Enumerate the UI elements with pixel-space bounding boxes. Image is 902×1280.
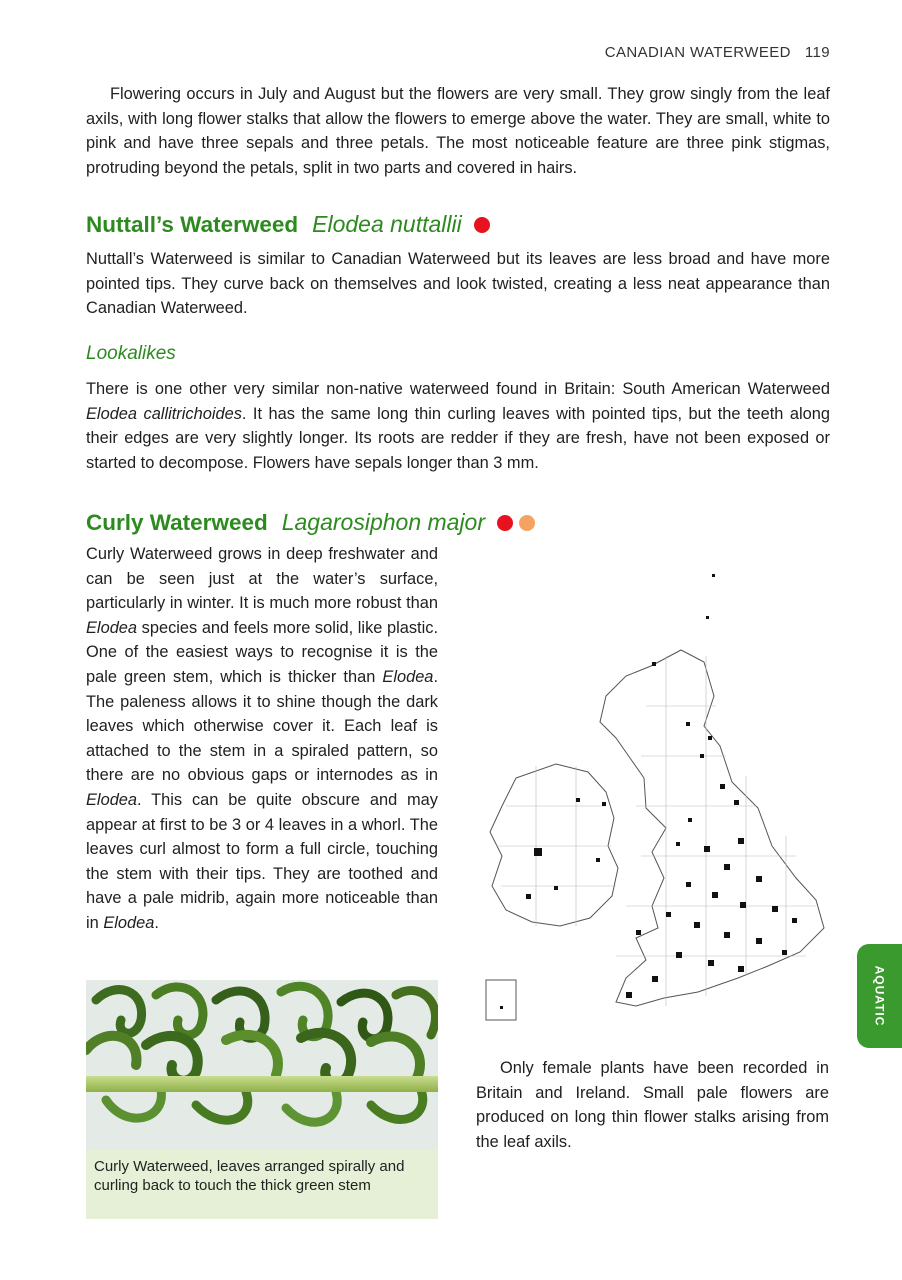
- page-number: 119: [804, 44, 830, 61]
- nuttall-heading: [86, 211, 490, 238]
- lookalikes-heading: Lookalikes: [86, 343, 176, 364]
- status-dot-orange-icon: [519, 515, 535, 531]
- curly-text-5: .: [154, 913, 159, 932]
- distribution-map-graphic: [476, 546, 842, 1032]
- nuttall-common-name: Nuttall’s Waterweed: [86, 211, 299, 237]
- curly-text-1: Curly Waterweed grows in deep freshwater and can be seen just at the water’s surface, particularly in winter. It is much more robust than: [86, 545, 438, 613]
- intro-paragraph: Flowering occurs in July and August but the flowers are very small. They grow singly from the leaf axils, with long flower stalks that allow the flowers to emerge above the water. They are small, white to pink and have three sepals and three petals. The most noticeable feature are three pink stigmas, protruding beyond the petals, split in two parts and covered in hairs.: [86, 85, 830, 177]
- curly-text-2: species and feels more solid, like plastic. One of the easiest ways to recognise it is the pale green stem, which is thicker than: [86, 618, 438, 686]
- running-head: [605, 44, 830, 61]
- curly-paragraph: [86, 542, 438, 936]
- elodea-italic: Elodea: [382, 667, 434, 686]
- curly-waterweed-photo: [86, 980, 438, 1150]
- plant-illustration: [86, 980, 438, 1150]
- elodea-italic: Elodea: [103, 913, 155, 932]
- map-paragraph: Only female plants have been recorded in Britain and Ireland. Small pale flowers are produced on long thin flower stalks arising from the leaf axils.: [476, 1059, 829, 1151]
- nuttall-latin-name: Elodea nuttallii: [312, 211, 462, 237]
- distribution-map: [476, 546, 842, 1032]
- curly-text-4: . This can be quite obscure and may appear at first to be 3 or 4 leaves in a whorl. The leaves curl almost to form a full circle, touching the stem with their tips. They are toothed and have a pale midrib, again more noticeable than in: [86, 790, 438, 932]
- lookalikes-latin: Elodea callitrichoides: [86, 404, 242, 423]
- lookalikes-text-1: There is one other very similar non-native waterweed found in Britain: South American Waterweed: [86, 380, 830, 398]
- curly-latin-name: Lagarosiphon major: [281, 509, 486, 535]
- curly-heading: [86, 509, 535, 536]
- status-dot-red-icon: [497, 515, 513, 531]
- section-tab-aquatic[interactable]: [857, 944, 902, 1048]
- elodea-italic: Elodea: [86, 618, 138, 637]
- elodea-italic: Elodea: [86, 790, 138, 809]
- lookalikes-paragraph: [86, 377, 830, 475]
- curly-text-3: . The paleness allows it to shine though the dark leaves which otherwise cover it. Each leaf is attached to the stem in a spiraled pattern, so there are no obvious gaps or internodes as in: [86, 667, 438, 785]
- curly-common-name: Curly Waterweed: [86, 509, 268, 535]
- running-title: CANADIAN WATERWEED: [604, 44, 791, 61]
- photo-caption: Curly Waterweed, leaves arranged spirally and curling back to touch the thick green stem: [86, 1150, 438, 1219]
- nuttall-paragraph: Nuttall’s Waterweed is similar to Canadian Waterweed but its leaves are less broad and have more pointed tips. They curve back on themselves and look twisted, creating a less neat appearance than Canadian Waterweed.: [86, 250, 830, 318]
- section-tab-label: AQUATIC: [872, 965, 887, 1027]
- lookalikes-text-2: . It has the same long thin curling leaves with pointed tips, but the teeth along their edges are very slightly longer. Its roots are redder if they are fresh, have not been exposed or started to decompose. Flowers have sepals longer than 3 mm.: [86, 404, 830, 472]
- status-dot-red-icon: [474, 217, 490, 233]
